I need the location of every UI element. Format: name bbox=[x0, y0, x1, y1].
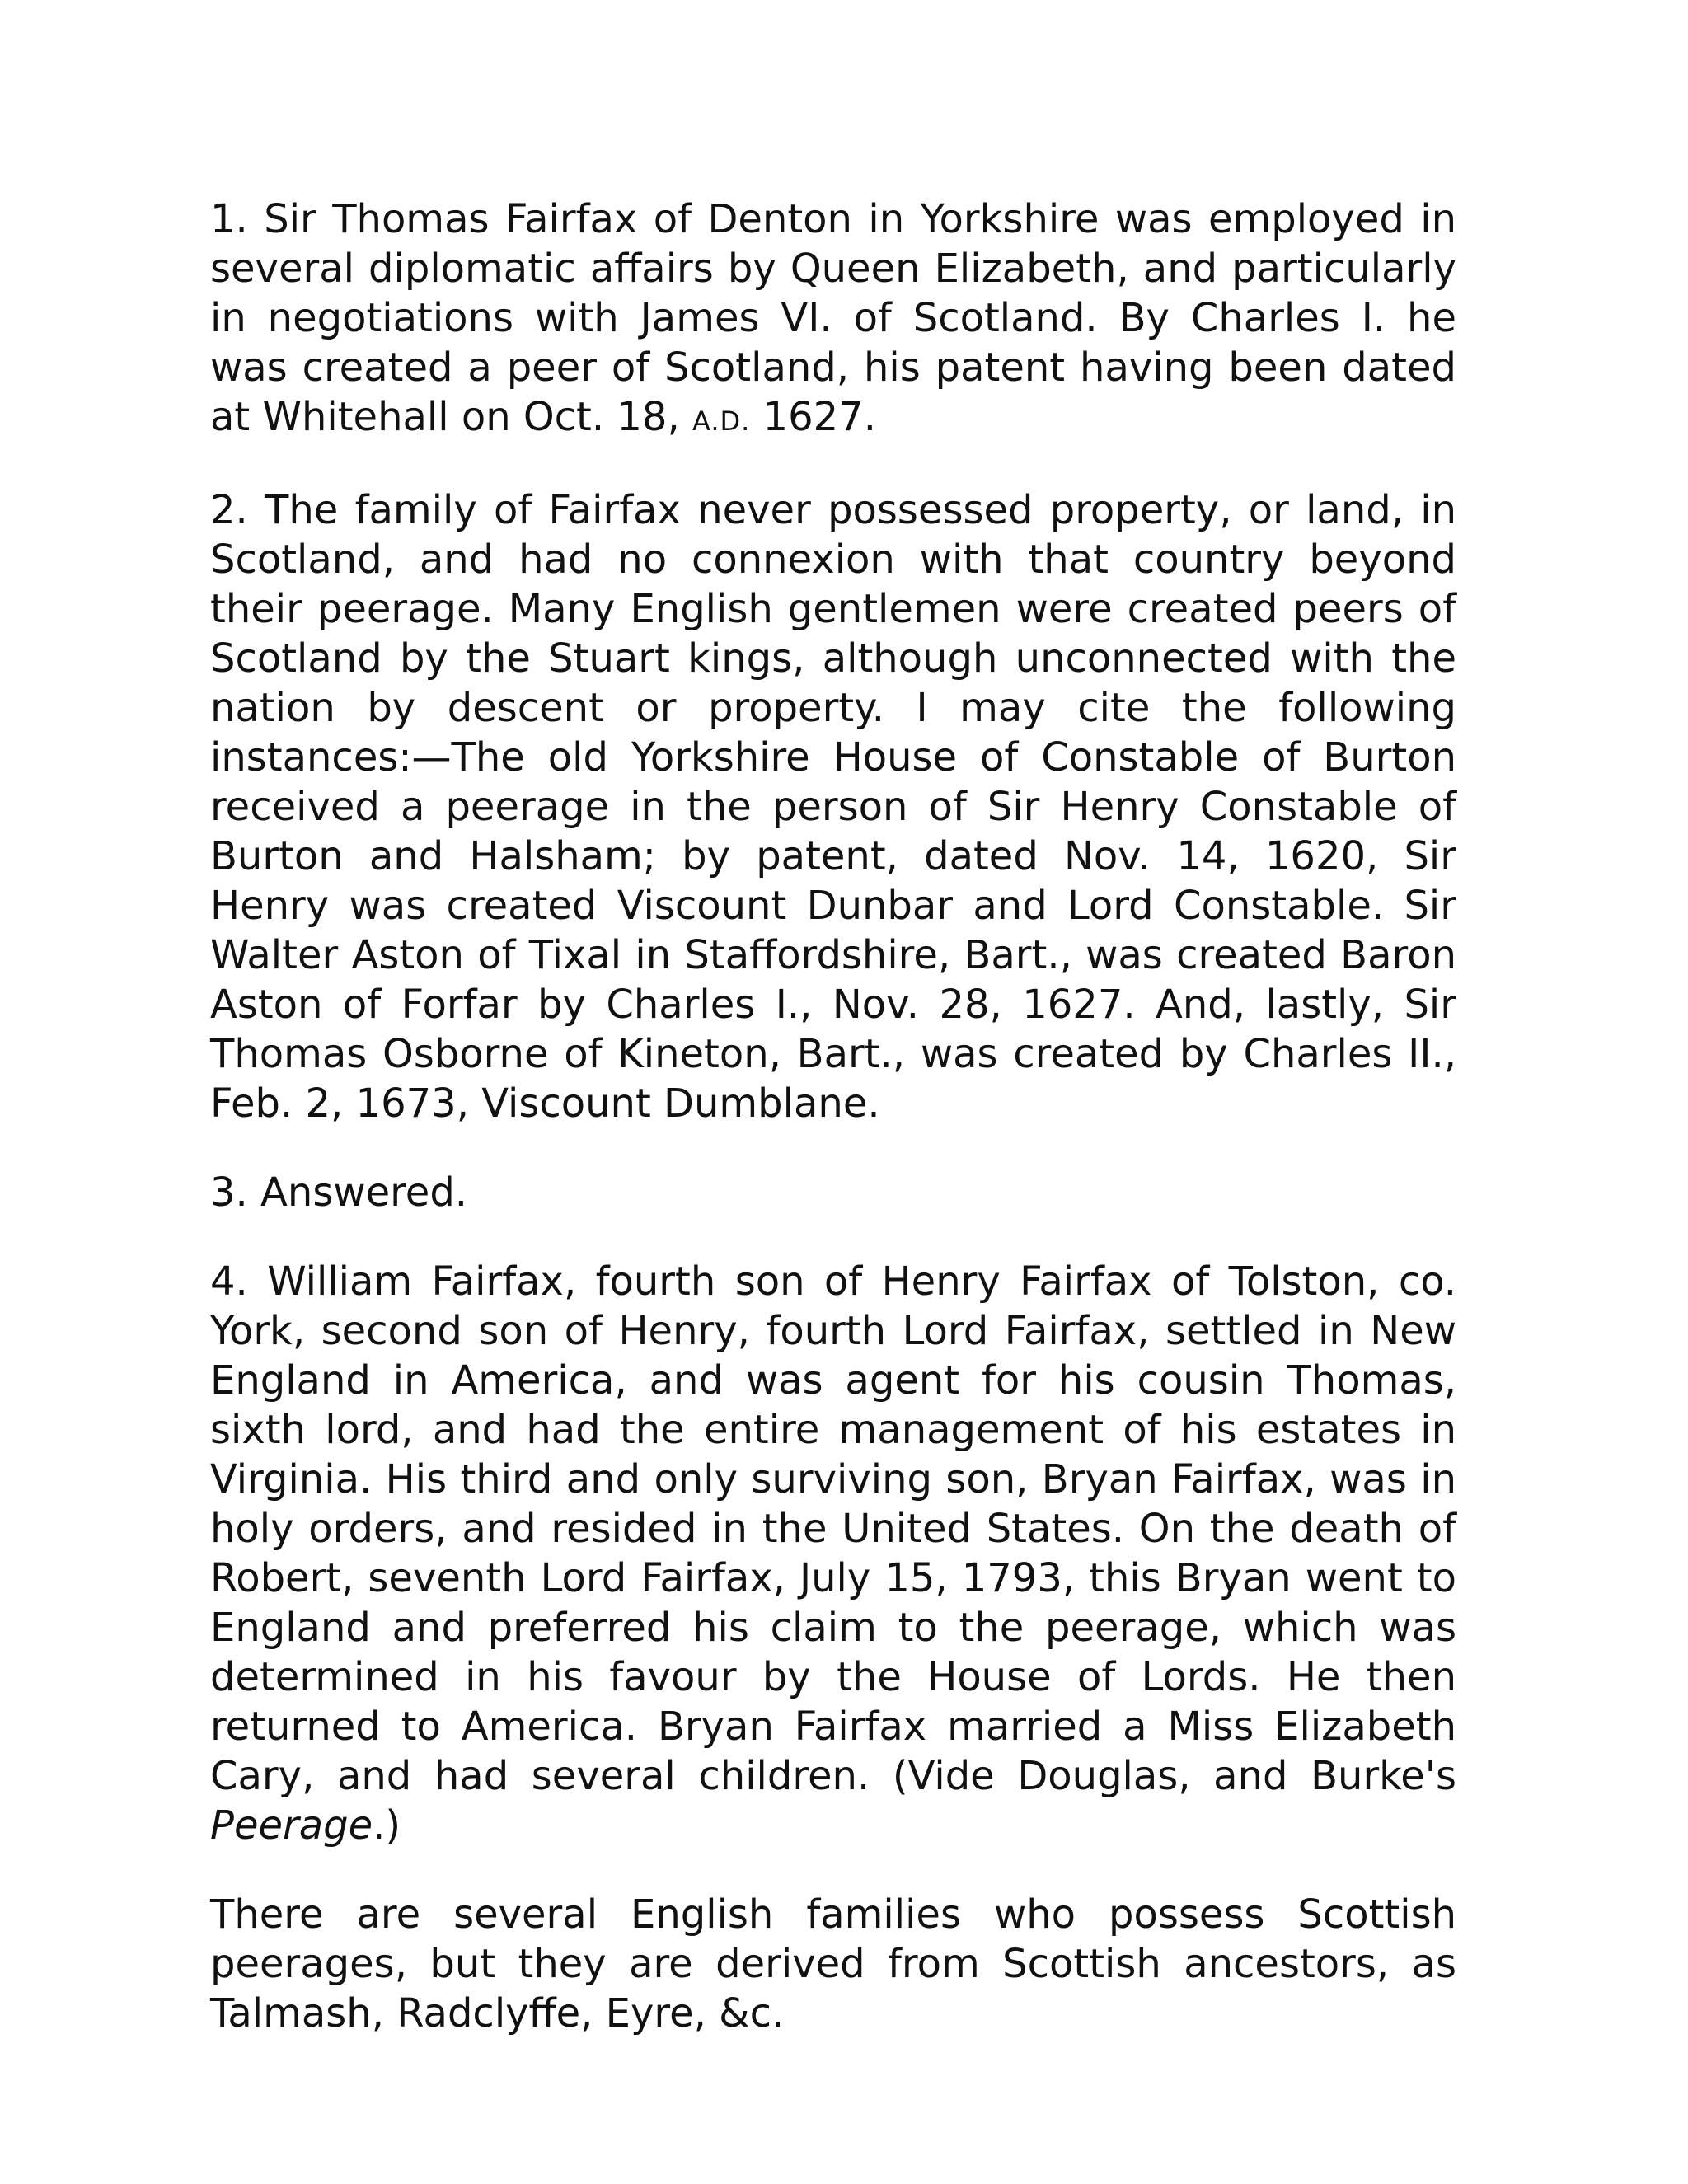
era-abbreviation: A.D. bbox=[692, 405, 751, 437]
peerage-title-italic: Peerage bbox=[210, 1802, 373, 1849]
paragraph-1-text-end: 1627. bbox=[750, 394, 876, 440]
paragraph-1-text: 1. Sir Thomas Fairfax of Denton in Yorkshire was employed in several diplomatic affairs by Queen Elizabeth, and particularly in negotiations with James VI. of Scotland. By Charles I. he was created a peer of Scotland, his patent having been dated at Whitehall on Oct. 18, bbox=[210, 196, 1456, 440]
paragraph-1 bbox=[210, 194, 1456, 446]
paragraph-4 bbox=[210, 1257, 1456, 1850]
document-page bbox=[210, 194, 1456, 2078]
paragraph-5: There are several English families who possess Scottish peerages, but they are derived from Scottish ancestors, as Talmash, Radclyffe, Eyre, &c. bbox=[210, 1891, 1456, 2036]
paragraph-2: 2. The family of Fairfax never possessed property, or land, in Scotland, and had no connexion with that country beyond their peerage. Many English gentlemen were created peers of Scotland by the Stuart kings, although unconnected with the nation by descent or property. I may cite the following instances:—The old Yorkshire House of Constable of Burton received a peerage in the person of Sir Henry Constable of Burton and Halsham; by patent, dated Nov. 14, 1620, Sir Henry was created Viscount Dunbar and Lord Constable. Sir Walter Aston of Tixal in Staffordshire, Bart., was created Baron Aston of Forfar by Charles I., Nov. 28, 1627. And, lastly, Sir Thomas Osborne of Kineton, Bart., was created by Charles II., Feb. 2, 1673, Viscount Dumblane. bbox=[210, 487, 1456, 1127]
paragraph-4-text: 4. William Fairfax, fourth son of Henry Fairfax of Tolston, co. York, second son of Henry, fourth Lord Fairfax, settled in New England in America, and was agent for his cousin Thomas, sixth lord, and had the entire management of his estates in Virginia. His third and only surviving son, Bryan Fairfax, was in holy orders, and resided in the United States. On the death of Robert, seventh Lord Fairfax, July 15, 1793, this Bryan went to England and preferred his claim to the peerage, which was determined in his favour by the House of Lords. He then returned to America. Bryan Fairfax married a Miss Elizabeth Cary, and had several children. (Vide Douglas, and Burke's bbox=[210, 1258, 1456, 1799]
paragraph-4-text-end: .) bbox=[373, 1802, 401, 1849]
paragraph-3: 3. Answered. bbox=[210, 1169, 468, 1216]
